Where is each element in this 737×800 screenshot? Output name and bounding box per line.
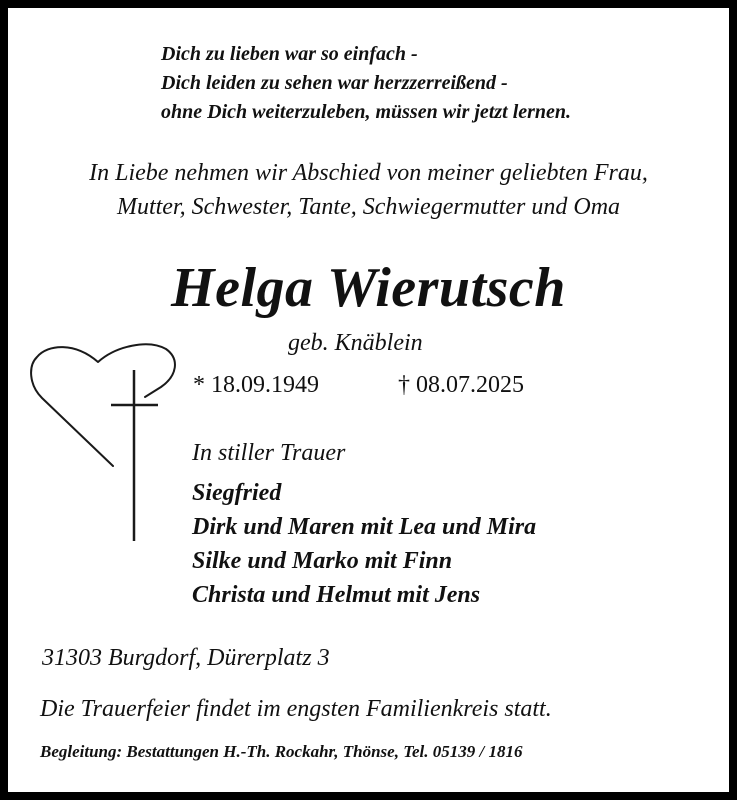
ceremony-note: Die Trauerfeier findet im engsten Familienkreis statt.	[40, 696, 552, 722]
intro-text	[8, 156, 729, 224]
poem-line: Dich zu lieben war so einfach -	[161, 43, 418, 65]
deceased-name: Helga Wierutsch	[171, 257, 566, 319]
address: 31303 Burgdorf, Dürerplatz 3	[42, 645, 330, 671]
birth-date: * 18.09.1949	[193, 372, 319, 398]
mourner-name: Silke und Marko mit Finn	[192, 548, 453, 574]
poem-line: Dich leiden zu sehen war herzzerreißend -	[161, 72, 508, 94]
mourner-name: Christa und Helmut mit Jens	[192, 582, 481, 608]
poem-line: ohne Dich weiterzuleben, müssen wir jetzt lernen.	[161, 101, 572, 123]
obituary-card	[8, 8, 729, 792]
death-date: † 08.07.2025	[398, 372, 524, 398]
intro-line: In Liebe nehmen wir Abschied von meiner geliebten Frau,	[89, 160, 648, 186]
poem	[161, 40, 571, 127]
mourner-name: Siegfried	[192, 480, 282, 506]
mourning-heading: In stiller Trauer	[192, 440, 346, 466]
mourners-list	[192, 476, 536, 612]
mourner-name: Dirk und Maren mit Lea und Mira	[192, 514, 537, 540]
birth-name: geb. Knäblein	[288, 330, 423, 356]
undertaker-info: Begleitung: Bestattungen H.-Th. Rockahr, Thönse, Tel. 05139 / 1816	[40, 742, 523, 761]
heart-with-cross-icon	[28, 333, 178, 548]
intro-line: Mutter, Schwester, Tante, Schwiegermutter und Oma	[116, 194, 621, 220]
